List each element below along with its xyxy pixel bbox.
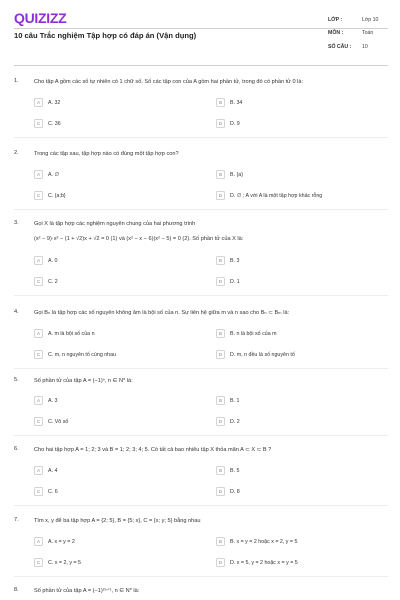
question-number: 7. [14,517,19,523]
option-letter-box: A [34,537,43,546]
answer-option-c[interactable] [34,118,61,129]
option-letter-box: B [216,256,225,265]
header-divider [14,65,388,66]
answer-option-b[interactable] [216,255,239,266]
option-letter-box: D [216,119,225,128]
option-text: A. 0 [48,257,58,264]
option-text: A. ∅ [48,171,60,178]
answer-option-c[interactable] [34,486,58,497]
answer-option-a[interactable] [34,255,57,266]
question-number: 8. [14,587,19,593]
meta-value: Toán [362,30,374,37]
option-text: C. m, n nguyên tố cùng nhau [48,351,117,358]
question-divider [14,435,388,436]
question-number: 2. [14,150,19,156]
answer-option-d[interactable] [216,416,240,427]
option-text: C. 36 [48,120,61,127]
option-letter-box: C [34,350,43,359]
meta-value: 10 [362,43,368,50]
answer-option-b[interactable] [216,536,297,547]
answer-option-a[interactable] [34,97,60,108]
question-text: Gọi X là tập hợp các nghiệm nguyên chung của hai phương trình [34,221,196,227]
option-letter-box: C [34,487,43,496]
option-text: A. 4 [48,467,58,474]
option-letter-box: A [34,98,43,107]
option-letter-box: A [34,466,43,475]
question-number: 4. [14,309,19,315]
question-number: 3. [14,220,19,226]
option-text: B. 34 [230,99,243,106]
question-divider [14,295,388,296]
answer-option-b[interactable] [216,328,277,339]
option-text: D. 2 [230,418,240,425]
option-letter-box: A [34,256,43,265]
answer-option-d[interactable] [216,276,240,287]
meta-class-row [328,13,390,27]
option-letter-box: D [216,277,225,286]
answer-option-c[interactable] [34,416,68,427]
question-number: 6. [14,446,19,452]
option-text: C. 2 [48,278,58,285]
option-letter-box: C [34,277,43,286]
option-text: D. 1 [230,278,240,285]
option-text: C. 6 [48,488,58,495]
option-letter-box: B [216,329,225,338]
answer-option-a[interactable] [34,169,59,180]
question-text: Cho hai tập hợp A = 1; 2; 3 và B = 1; 2; 3; 4; 5. Có tất cả bao nhiêu tập X thỏa mãn A ⊂ X ⊂ B ? [34,447,272,453]
answer-option-c[interactable] [34,557,81,568]
header-divider [14,28,388,29]
answer-option-b[interactable] [216,97,242,108]
option-text: D. ∅ ; A với A là một tập hợp khác rỗng [230,192,323,199]
answer-option-a[interactable] [34,465,57,476]
meta-value: Lớp 10 [362,16,379,23]
question-text: Cho tập A gồm các số tự nhiên có 1 chữ số. Số các tập con của A gồm hai phần tử, trong đó có phần tử 0 là: [34,79,304,85]
option-letter-box: A [34,396,43,405]
answer-option-d[interactable] [216,190,322,201]
question-text: Gọi Bₙ là tập hợp các số nguyên không âm là bội số của n. Sự liên hệ giữa m và n sao cho Bₙ ⊂ Bₘ là: [34,310,290,316]
option-text: A. 32 [48,99,61,106]
option-text: B. 1 [230,397,240,404]
option-text: D. x = 5, y = 2 hoặc x = y = 5 [230,559,298,566]
quizizz-logo [14,10,74,26]
option-letter-box: D [216,558,225,567]
answer-option-b[interactable] [216,169,243,180]
answer-option-c[interactable] [34,276,58,287]
option-text: D. 8 [230,488,240,495]
option-letter-box: C [34,191,43,200]
option-text: B. {a} [230,171,243,178]
option-letter-box: C [34,558,43,567]
question-text: Số phần tử của tập A = (−1)²ⁿ⁺¹, n ∈ N* là: [34,588,140,594]
option-text: B. 3 [230,257,240,264]
question-text: Số phần tử của tập A = (−1)ⁿ, n ∈ N* là: [34,378,133,384]
question-divider [14,505,388,506]
meta-label: LỚP : [328,16,343,23]
option-text: C. {a;b} [48,192,66,199]
answer-option-c[interactable] [34,349,116,360]
meta-label: SỐ CÂU : [328,43,352,50]
option-text: D. m, n đều là số nguyên tố [230,351,295,358]
question-text: (x² − 9)·x² − (1 + √2)x + √2 = 0 (1) và (x² − x − 6)(x² − 5) = 0 (2). Số phần tử của X là: [34,236,244,242]
option-letter-box: D [216,487,225,496]
answer-option-a[interactable] [34,328,95,339]
document-meta [328,13,390,54]
option-text: A. x = y = 2 [48,538,75,545]
option-text: D. 9 [230,120,240,127]
option-text: B. n là bội số của m [230,330,277,337]
option-letter-box: C [34,417,43,426]
question-number: 1. [14,78,19,84]
answer-option-a[interactable] [34,395,57,406]
svg-text:QUIZIZZ: QUIZIZZ [14,10,67,26]
option-text: A. 3 [48,397,58,404]
question-divider [14,576,388,577]
question-divider [14,209,388,210]
option-letter-box: D [216,417,225,426]
meta-label: MÔN : [328,30,344,37]
answer-option-d[interactable] [216,349,295,360]
answer-option-c[interactable] [34,190,66,201]
answer-option-d[interactable] [216,557,298,568]
question-divider [14,137,388,138]
answer-option-d[interactable] [216,486,240,497]
option-text: C. x = 2, y = 5 [48,559,81,566]
option-letter-box: B [216,396,225,405]
option-text: B. x = y = 2 hoặc x = 2, y = 5 [230,538,298,545]
question-text: Tìm x, y để ba tập hợp A = {2; 5}, B = {5; x}, C = {x; y; 5} bằng nhau [34,518,201,524]
document-title: 10 câu Trắc nghiệm Tập hợp có đáp án (Vận dụng) [14,31,197,40]
option-letter-box: D [216,191,225,200]
answer-option-a[interactable] [34,536,75,547]
option-letter-box: A [34,170,43,179]
option-letter-box: C [34,119,43,128]
option-letter-box: B [216,537,225,546]
option-letter-box: B [216,170,225,179]
option-text: B. 5 [230,467,240,474]
question-text: Trong các tập sau, tập hợp nào có đúng một tập hợp con? [34,151,179,157]
option-text: C. Vô số [48,418,69,425]
option-letter-box: D [216,350,225,359]
option-letter-box: A [34,329,43,338]
meta-count-row [328,40,390,54]
answer-option-b[interactable] [216,395,239,406]
option-letter-box: B [216,466,225,475]
answer-option-d[interactable] [216,118,240,129]
answer-option-b[interactable] [216,465,239,476]
question-divider [14,368,388,369]
option-letter-box: B [216,98,225,107]
option-text: A. m là bội số của n [48,330,95,337]
question-number: 5. [14,377,19,383]
